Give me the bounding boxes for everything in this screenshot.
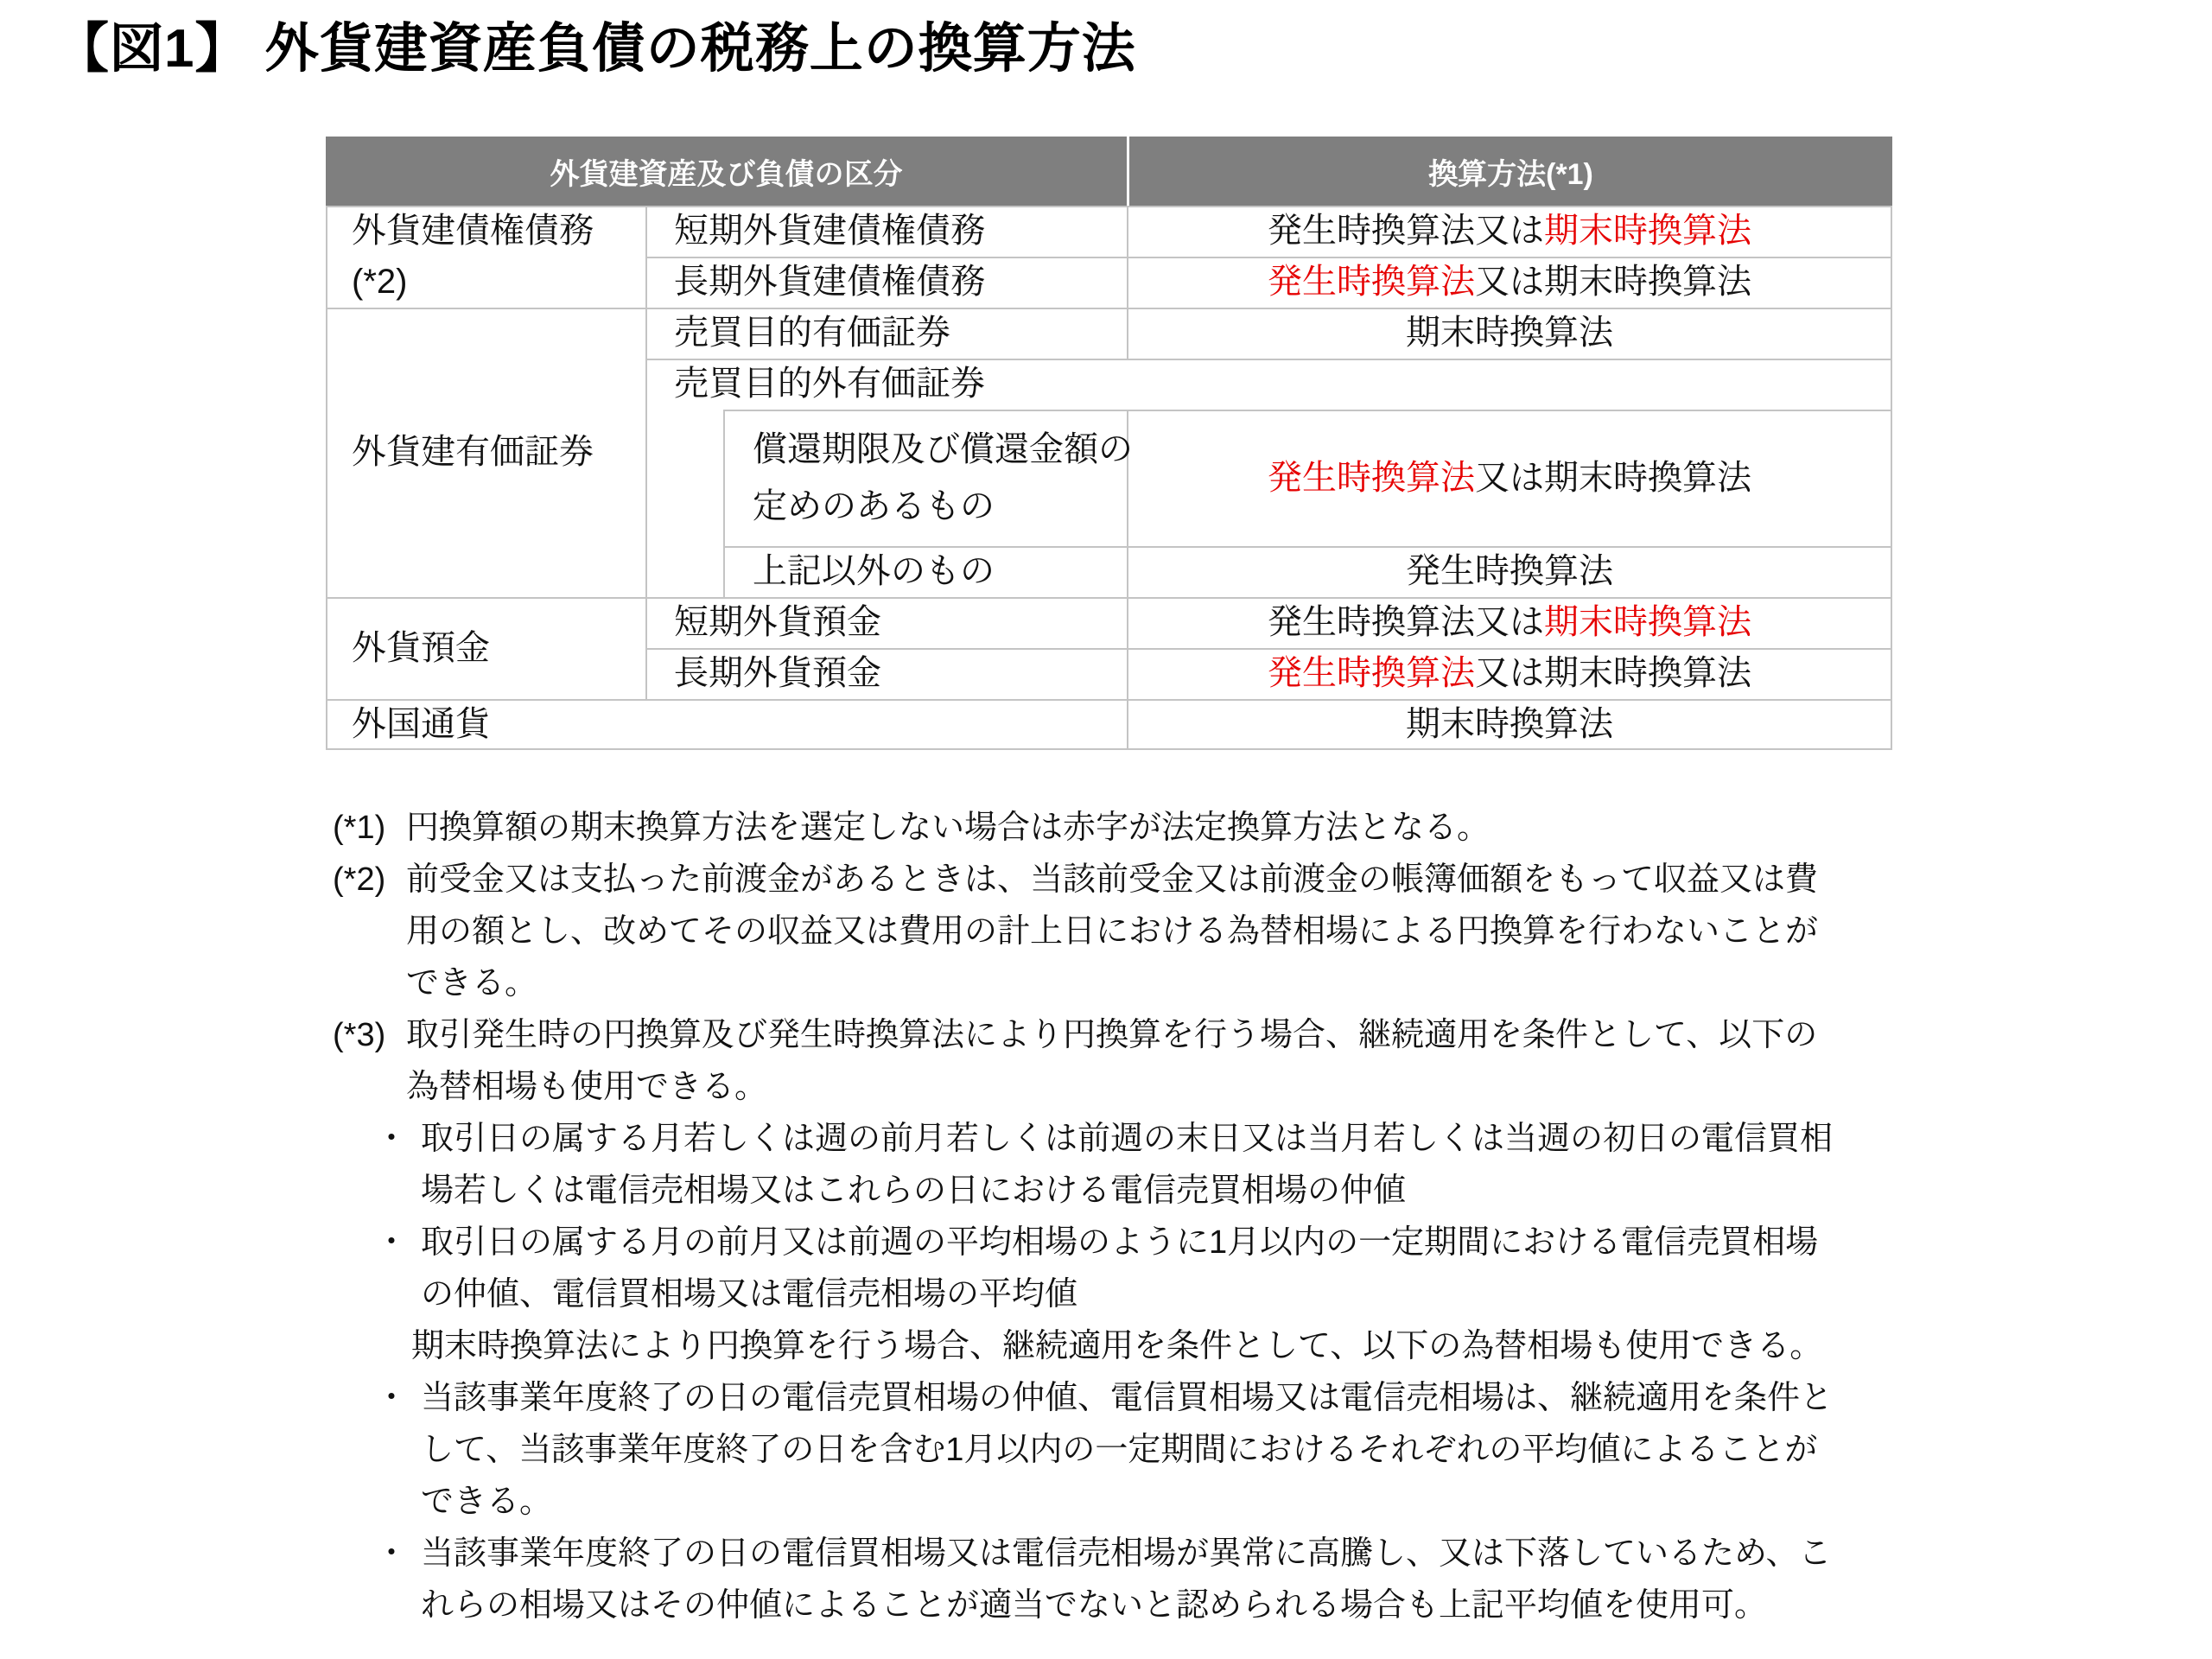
item-text: 長期外貨預金 — [674, 654, 881, 692]
item-text: 上記以外のもの — [753, 552, 995, 590]
footnote-1-label: (*1) — [333, 810, 386, 846]
method-text-red: 発生時換算法 — [1268, 458, 1475, 497]
cell-item-short-receivables — [674, 206, 1123, 257]
cell-item-short-deposits — [674, 597, 1123, 648]
table-header-row — [326, 137, 1892, 206]
cell-item-redemption-securities — [753, 410, 1133, 546]
cell-method-redemption-securities — [1127, 410, 1892, 546]
cell-item-foreign-currency — [352, 699, 1095, 750]
footnote-3-bullet-4 — [362, 1528, 1849, 1631]
item-text-line1: 償還期限及び償還金額の — [753, 430, 1133, 468]
item-text: 長期外貨建債権債務 — [674, 263, 985, 301]
group-receivables-line1: 外貨建債権債務 — [352, 212, 594, 250]
method-text-red: 発生時換算法 — [1268, 263, 1475, 301]
item-text-line2: 定めのあるもの — [753, 487, 995, 525]
cell-group-securities — [352, 308, 645, 597]
cell-item-long-receivables — [674, 257, 1123, 308]
method-text-red: 期末時換算法 — [1544, 603, 1751, 641]
method-text: 発生時換算法又は — [1268, 603, 1544, 641]
header-cell-classification: 外貨建資産及び負債の区分 — [550, 157, 903, 191]
method-text: 又は期末時換算法 — [1475, 458, 1751, 497]
bullet-4-text: 当該事業年度終了の日の電信買相場又は電信売相場が異常に高騰し、又は下落しているため、これらの相場又はその仲値によることが適当でないと認められる場合も上記平均値を使用可。 — [421, 1535, 1832, 1624]
group-deposits-label: 外貨預金 — [352, 628, 490, 667]
cell-method-long-receivables — [1127, 257, 1892, 308]
method-text: 又は期末時換算法 — [1475, 654, 1751, 692]
bullet-1-text: 取引日の属する月若しくは週の前月若しくは前週の末日又は当月若しくは当週の初日の電信買相場若しくは電信売相場又はこれらの日における電信売買相場の仲値 — [421, 1121, 1834, 1209]
method-text: 期末時換算法 — [1406, 705, 1613, 743]
cell-method-short-receivables — [1127, 206, 1892, 257]
method-text: 発生時換算法 — [1406, 552, 1613, 590]
cell-group-deposits — [352, 597, 645, 699]
item-text: 売買目的有価証券 — [674, 314, 950, 352]
conversion-method-table — [326, 137, 1892, 750]
item-text: 売買目的外有価証券 — [674, 365, 985, 403]
cell-item-other-securities — [753, 546, 1124, 597]
footnote-2-body: 前受金又は支払った前渡金があるときは、当該前受金又は前渡金の帳簿価額をもって収益又は費用の額とし、改めてその収益又は費用の計上日における為替相場による円換算を行わないことができる。 — [406, 861, 1819, 1001]
footnote-3 — [333, 1009, 1849, 1631]
bullet-2-text: 取引日の属する月の前月又は前週の平均相場のように1月以内の一定期間における電信売買相場の仲値、電信買相場又は電信売相場の平均値 — [421, 1224, 1819, 1313]
bullet-icon: ・ — [374, 1121, 408, 1157]
table-gridline — [645, 206, 647, 699]
table-gridline — [723, 410, 725, 597]
bullet-3-text: 当該事業年度終了の日の電信売買相場の仲値、電信買相場又は電信売相場は、継続適用を条件として、当該事業年度終了の日を含む1月以内の一定期間におけるそれぞれの平均値によることができる。 — [421, 1380, 1834, 1520]
footnote-3-bullet-1 — [362, 1113, 1849, 1217]
cell-item-nontrading-securities — [674, 359, 1884, 410]
cell-method-other-securities — [1127, 546, 1892, 597]
bullet-icon: ・ — [374, 1535, 408, 1572]
cell-method-trading-securities — [1127, 308, 1892, 359]
cell-method-short-deposits — [1127, 597, 1892, 648]
footnote-2-label: (*2) — [333, 861, 386, 898]
cell-group-receivables — [352, 206, 645, 308]
footnote-3-paragraph-1: 取引発生時の円換算及び発生時換算法により円換算を行う場合、継続適用を条件として、以下の為替相場も使用できる。 — [406, 1017, 1818, 1105]
footnote-3-paragraph-2: 期末時換算法により円換算を行う場合、継続適用を条件として、以下の為替相場も使用できる。 — [411, 1328, 1823, 1364]
item-text: 外国通貨 — [352, 705, 490, 743]
item-text: 短期外貨建債権債務 — [674, 212, 985, 250]
method-text: 期末時換算法 — [1406, 314, 1613, 352]
method-text: 又は期末時換算法 — [1475, 263, 1751, 301]
bullet-icon: ・ — [374, 1224, 408, 1261]
method-text-red: 発生時換算法 — [1268, 654, 1475, 692]
footnote-2 — [333, 854, 1849, 1009]
footnote-3-label: (*3) — [333, 1017, 386, 1053]
footnote-1-body: 円換算額の期末換算方法を選定しない場合は赤字が法定換算方法となる。 — [406, 810, 1491, 846]
method-text: 発生時換算法又は — [1268, 212, 1544, 250]
method-text-red: 期末時換算法 — [1544, 212, 1751, 250]
table-gridline — [326, 206, 327, 750]
footnotes-section — [333, 802, 1849, 1631]
footnote-3-body — [374, 1009, 1849, 1631]
figure-title: 【図1】 外貨建資産負債の税務上の換算方法 — [55, 19, 1136, 79]
footnote-3-bullet-2 — [362, 1217, 1849, 1320]
cell-item-trading-securities — [674, 308, 1123, 359]
footnote-1 — [333, 802, 1849, 854]
item-text: 短期外貨預金 — [674, 603, 881, 641]
footnote-3-bullet-3 — [362, 1372, 1849, 1528]
group-securities-label: 外貨建有価証券 — [352, 433, 594, 471]
header-cell-method: 換算方法(*1) — [1428, 157, 1593, 191]
group-receivables-line2: (*2) — [352, 263, 408, 301]
cell-method-foreign-currency — [1127, 699, 1892, 750]
cell-item-long-deposits — [674, 648, 1123, 699]
cell-method-long-deposits — [1127, 648, 1892, 699]
bullet-icon: ・ — [374, 1380, 408, 1416]
